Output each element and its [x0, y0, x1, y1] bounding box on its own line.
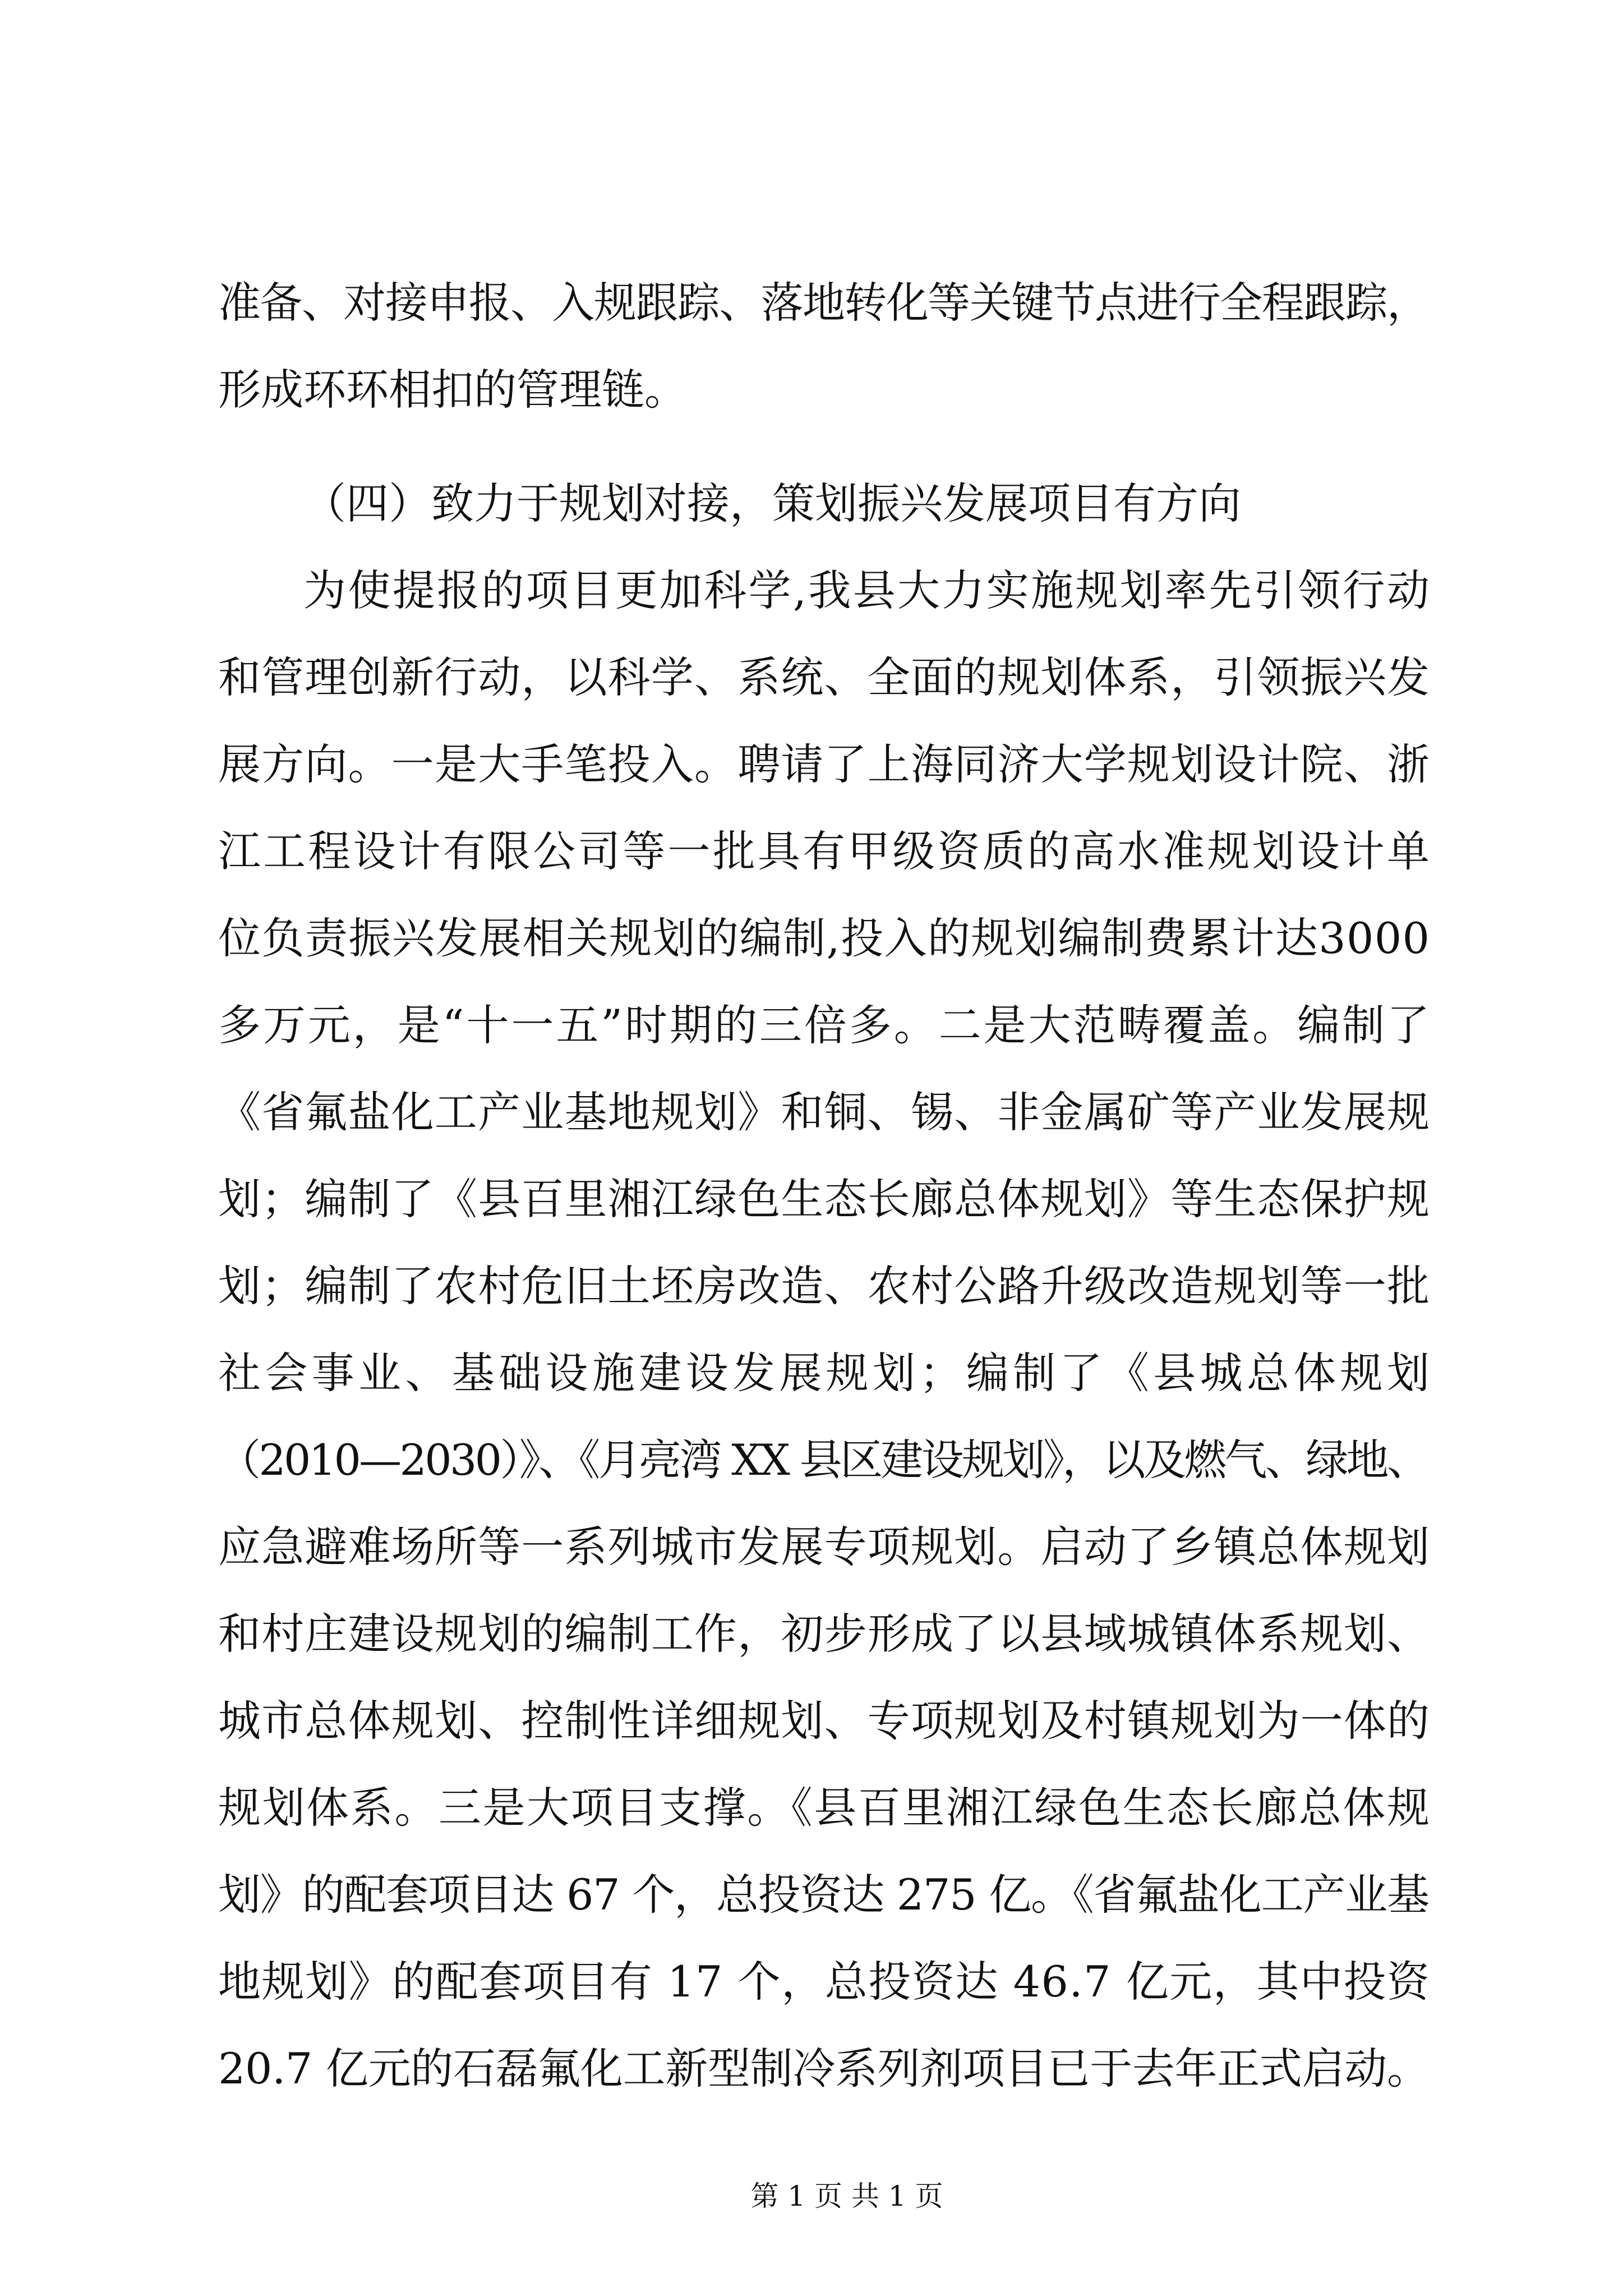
text-line: 展方向。一是大手笔投入。聘请了上海同济大学规划设计院、浙: [218, 739, 1431, 789]
text-line: 为使提报的项目更加科学,我县大力实施规划率先引领行动: [303, 565, 1432, 615]
page-footer: 第 1 页 共 1 页: [750, 2180, 943, 2212]
text-line: 和村庄建设规划的编制工作，初步形成了以县域城镇体系规划、: [218, 1609, 1431, 1659]
page-body: [218, 259, 1434, 2112]
text-line: 准备、对接申报、入规跟踪、落地转化等关键节点进行全程跟踪，: [218, 278, 1429, 328]
text-line: 社会事业、基础设施建设发展规划；编制了《县城总体规划: [218, 1348, 1434, 1398]
text-line: 划；编制了《县百里湘江绿色生态长廊总体规划》等生态保护规: [218, 1174, 1431, 1224]
text-line: 多万元，是“十一五”时期的三倍多。二是大范畴覆盖。编制了: [218, 1000, 1432, 1050]
text-line: 应急避难场所等一系列城市发展专项规划。启动了乡镇总体规划: [218, 1522, 1431, 1572]
text-line: 地规划》的配套项目有 17 个，总投资达 46.7 亿元，其中投资: [218, 1957, 1431, 2007]
text-line: 划；编制了农村危旧土坯房改造、农村公路升级改造规划等一批: [218, 1261, 1431, 1311]
text-line: 位负责振兴发展相关规划的编制,投入的规划编制费累计达3000: [218, 913, 1431, 963]
text-line: 江工程设计有限公司等一批具有甲级资质的高水准规划设计单: [218, 826, 1432, 876]
text-line: 和管理创新行动，以科学、系统、全面的规划体系，引领振兴发: [218, 652, 1431, 702]
text-line: 《省氟盐化工产业基地规划》和铜、锡、非金属矿等产业发展规: [218, 1087, 1431, 1137]
text-line: 城市总体规划、控制性详细规划、专项规划及村镇规划为一体的: [218, 1696, 1431, 1746]
section-heading: （四）致力于规划对接，策划振兴发展项目有方向: [303, 478, 1241, 528]
text-line: 划》的配套项目达 67 个，总投资达 275 亿。《省氟盐化工产业基: [218, 1870, 1429, 1920]
text-line: （2010—2030）》、《月亮湾 XX 县区建设规划》，以及燃气、绿地、: [218, 1435, 1428, 1485]
text-line: 20.7 亿元的石磊氟化工新型制冷系列剂项目已于去年正式启动。: [218, 2044, 1430, 2093]
text-line: 规划体系。三是大项目支撑。《县百里湘江绿色生态长廊总体规: [218, 1783, 1431, 1833]
text-line: 形成环环相扣的管理链。: [218, 365, 687, 415]
